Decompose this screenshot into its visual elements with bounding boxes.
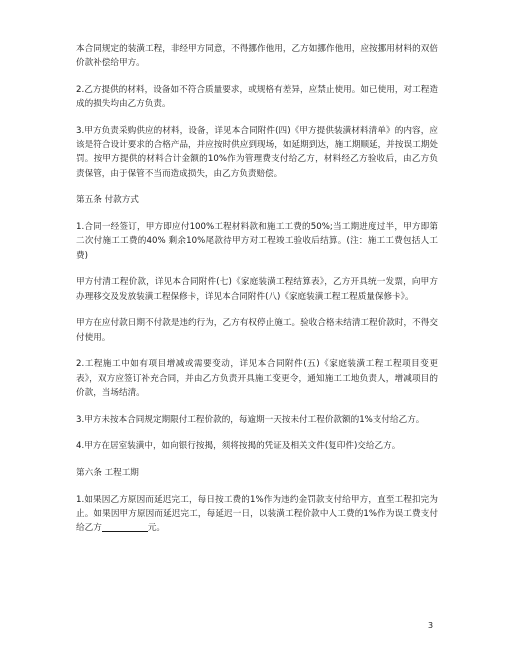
paragraph-late-payment-penalty: 3.甲方未按本合同规定期限付工程价款的，每逾期一天按未付工程价款额的1%支付给乙方。 (76, 414, 425, 425)
paragraph-late-payment-breach: 甲方在应付款日期不付款是违约行为，乙方有权停止施工。验收合格未结清工程价款时，不得交付使用。 (76, 318, 438, 343)
section-heading-schedule: 第六条 工程工期 (76, 468, 139, 479)
paragraph-delay-penalty (76, 493, 438, 536)
delay-penalty-text: 1.如果因乙方原因而延迟完工，每日按工费的1%作为违约金罚款支付给甲方，直至工程扣完为止。如果因甲方原因而延迟完工，每延迟一日，以装潢工程价款中人工费的1%作为误工费支付给乙方 (76, 495, 438, 534)
section-heading-payment: 第五条 付款方式 (76, 195, 139, 206)
currency-unit: 元。 (147, 523, 165, 534)
paragraph-mortgage-documents: 4.甲方在居室装潢中，如向银行按揭，须将按揭的凭证及相关文件(复印件)交给乙方。 (76, 441, 401, 452)
paragraph-material-misuse: 本合同规定的装潢工程，非经甲方同意，不得挪作他用，乙方如挪作他用，应按挪用材料的双倍价款补偿给甲方。 (76, 44, 438, 69)
document-body (76, 42, 438, 548)
paragraph-change-orders: 2.工程施工中如有项目增减或需要变动，详见本合同附件(五)《家庭装潢工程工程项目变更表》，双方应签订补充合同，并由乙方负责开具施工变更令，通知施工工地负责人，增减项目的价款，当场结清。 (76, 359, 438, 398)
paragraph-party-a-materials: 3.甲方负责采购供应的材料，设备，详见本合同附件(四)《甲方提供装潢材料清单》的内容，应该是符合设计要求的合格产品，并应按时供应到现场，如延期到达，施工期顺延，并按误工期处罚。按甲方提供的材料合计金额的10%作为管理费支付给乙方，材料经乙方验收后，由乙方负责保管，由于保管不当而造成损失，由乙方负责赔偿。 (76, 126, 438, 179)
paragraph-payment-schedule: 1.合同一经签订，甲方即应付100%工程材料款和施工工费的50%;当工期进度过半，甲方即第二次付施工工费的40% 剩余10%尾款待甲方对工程竣工验收后结算。(注：施工工费包括人工费) (76, 222, 438, 261)
page-number: 3 (428, 621, 434, 630)
amount-blank-line (102, 521, 148, 532)
paragraph-supplier-quality: 2.乙方提供的材料，设备如不符合质量要求，或规格有差异，应禁止使用。如已使用，对工程造成的损失均由乙方负责。 (76, 85, 438, 110)
paragraph-settlement: 甲方付清工程价款，详见本合同附件(七)《家庭装潢工程结算表》，乙方开具统一发票，向甲方办理移交及发放装潢工程保修卡，详见本合同附件(八)《家庭装潢工程工程质量保修卡》。 (76, 277, 438, 302)
